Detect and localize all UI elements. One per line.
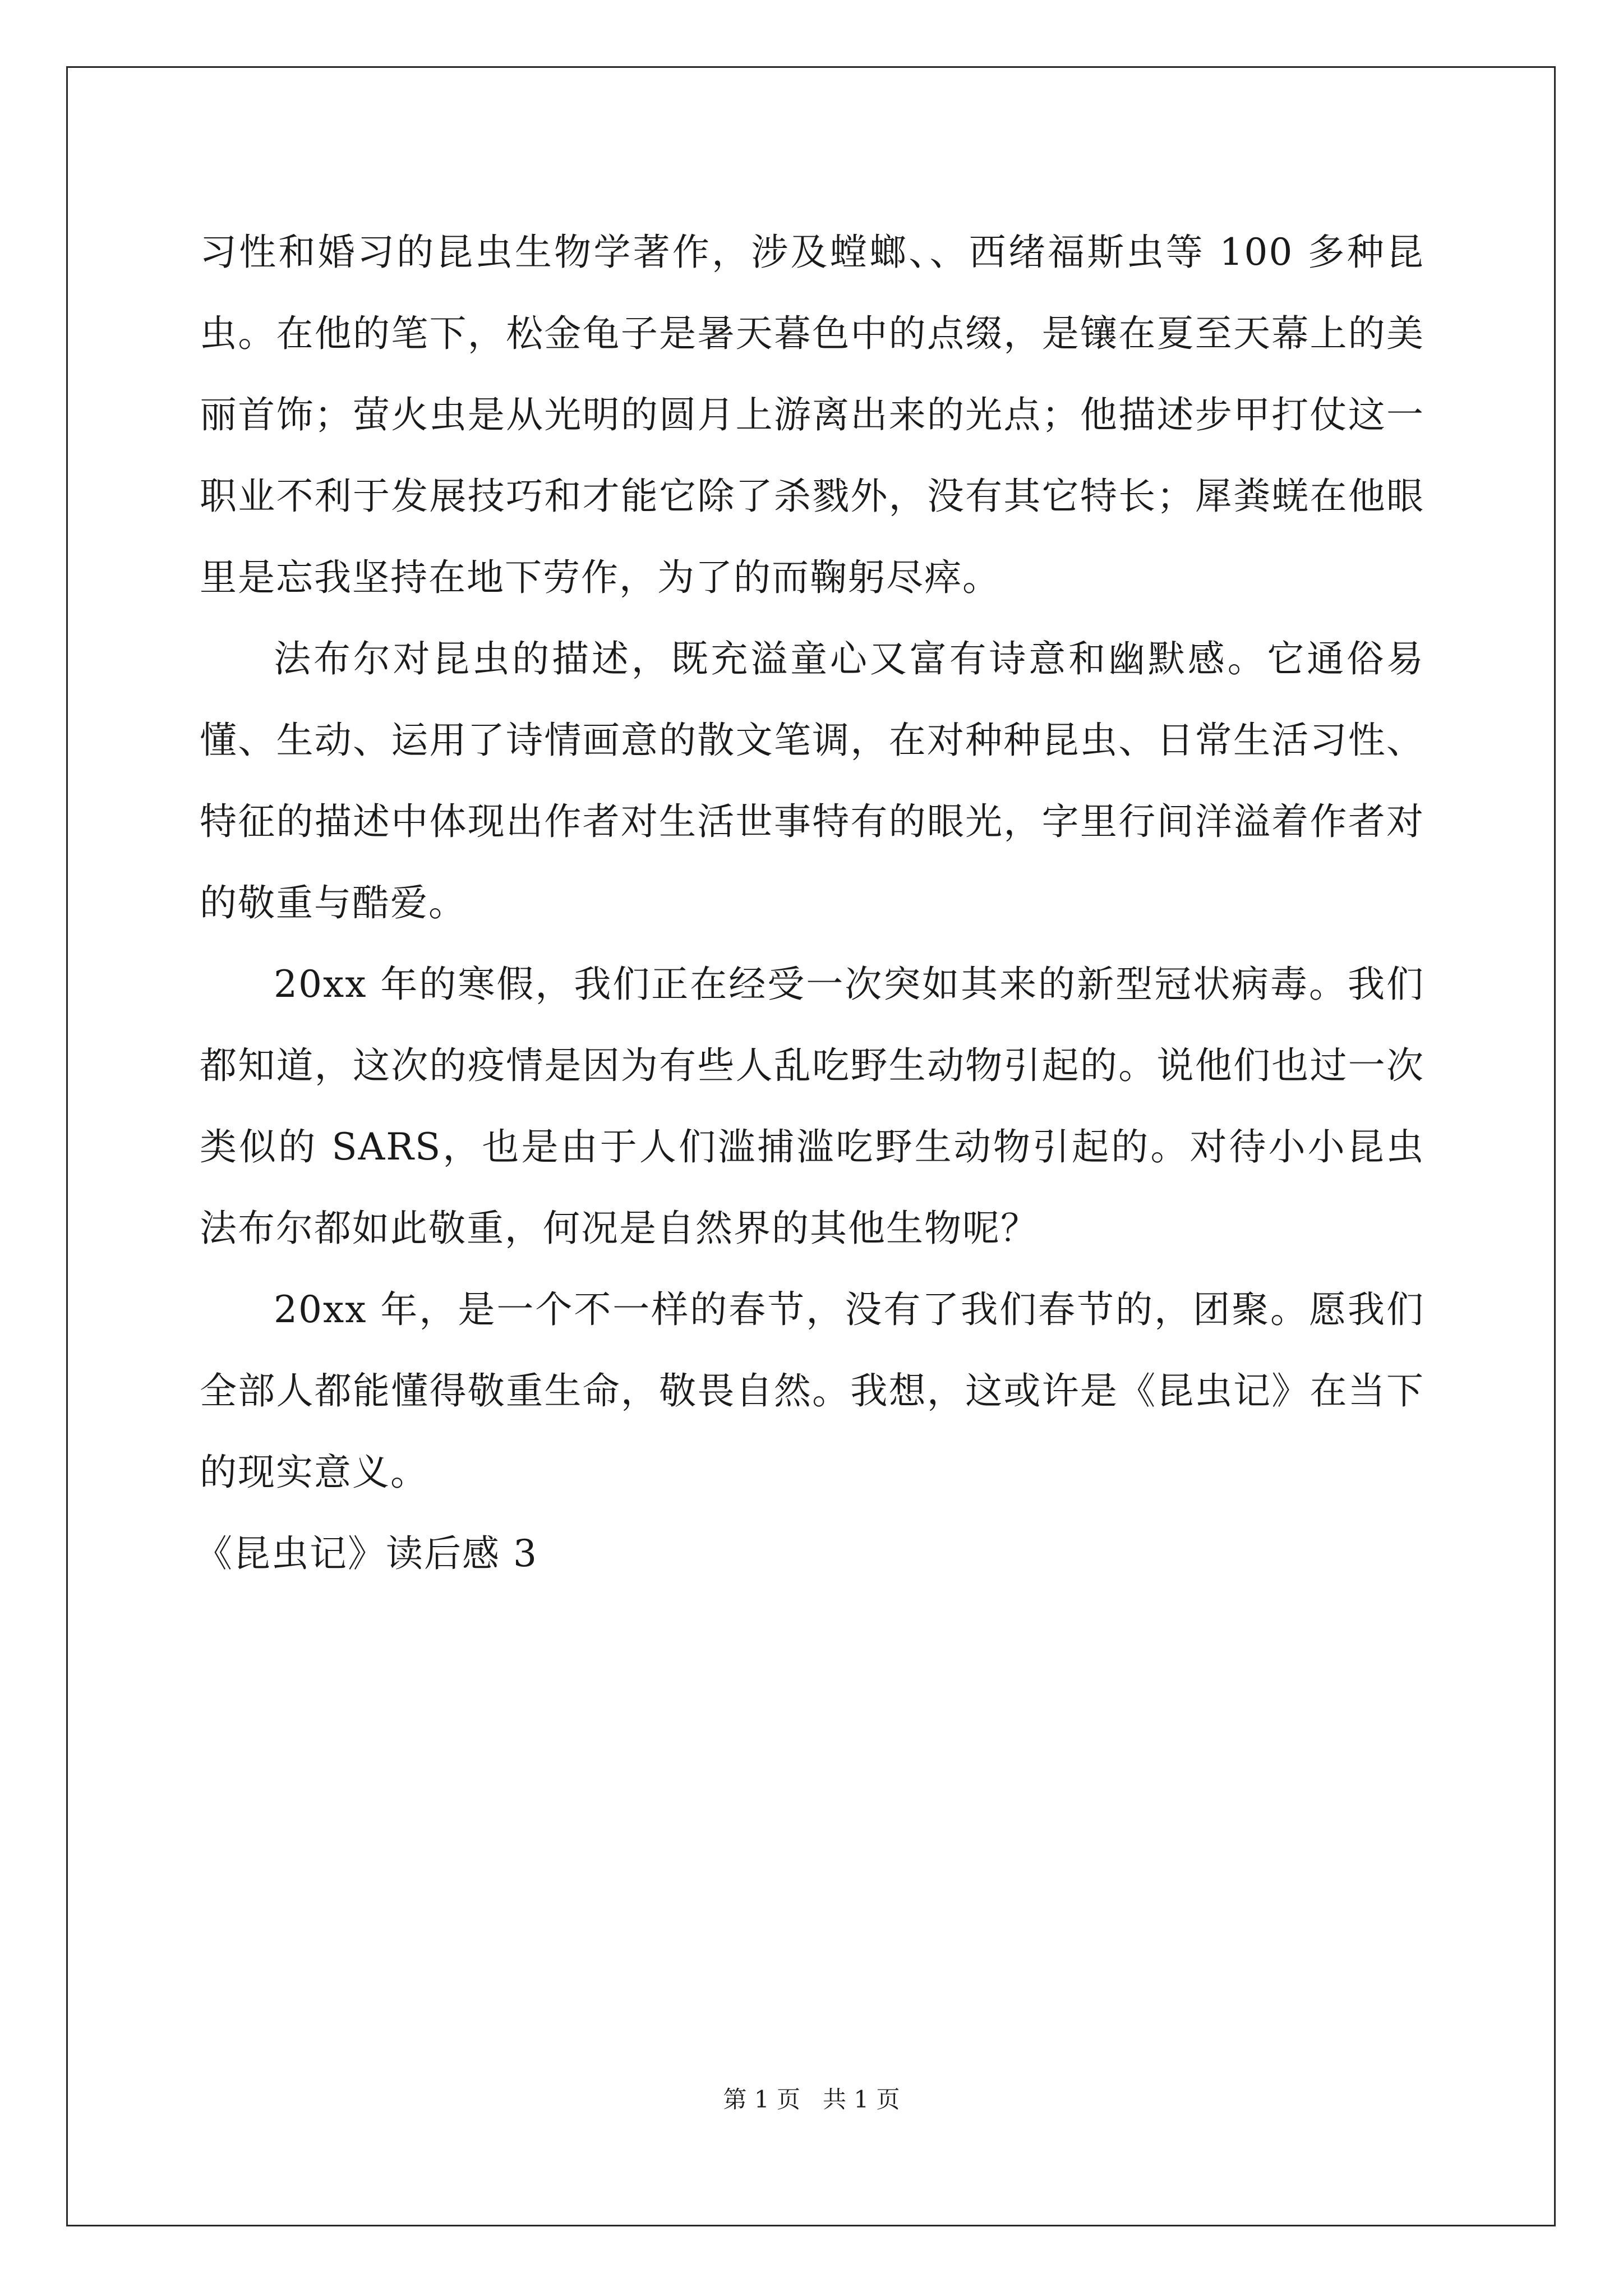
paragraph-2: 法布尔对昆虫的描述，既充溢童心又富有诗意和幽默感。它通俗易懂、生动、运用了诗情画意的散文笔调，在对种种昆虫、日常生活习性、特征的描述中体现出作者对生活世事特有的眼光，字里行间洋溢着作者对的敬重与酷爱。 [200,637,1424,924]
document-body [195,211,1424,1594]
paragraph-3: 20xx 年的寒假，我们正在经受一次突如其来的新型冠状病毒。我们都知道，这次的疫情是因为有些人乱吃野生动物引起的。说他们也过一次类似的 SARS，也是由于人们滥捕滥吃野生动物引起的。对待小小昆虫法布尔都如此敬重，何况是自然界的其他生物呢？ [200,963,1424,1250]
section-heading: 《昆虫记》读后感 3 [195,1532,538,1575]
paragraph-4: 20xx 年，是一个不一样的春节，没有了我们春节的，团聚。愿我们全部人都能懂得敬重生命，敬畏自然。我想，这或许是《昆虫记》在当下的现实意义。 [200,1288,1424,1494]
page-number: 第 1 页 [723,2086,800,2113]
total-pages: 共 1 页 [823,2086,900,2113]
paragraph-1: 习性和婚习的昆虫生物学著作，涉及螳螂、、西绪福斯虫等 100 多种昆虫。在他的笔下，松金龟子是暑天暮色中的点缀，是镶在夏至天幕上的美丽首饰；萤火虫是从光明的圆月上游离出来的光点；他描述步甲打仗这一职业不利于发展技巧和才能它除了杀戮外，没有其它特长；犀粪蜣在他眼里是忘我坚持在地下劳作，为了的而鞠躬尽瘁。 [200,231,1424,599]
page-footer [0,2081,1623,2115]
